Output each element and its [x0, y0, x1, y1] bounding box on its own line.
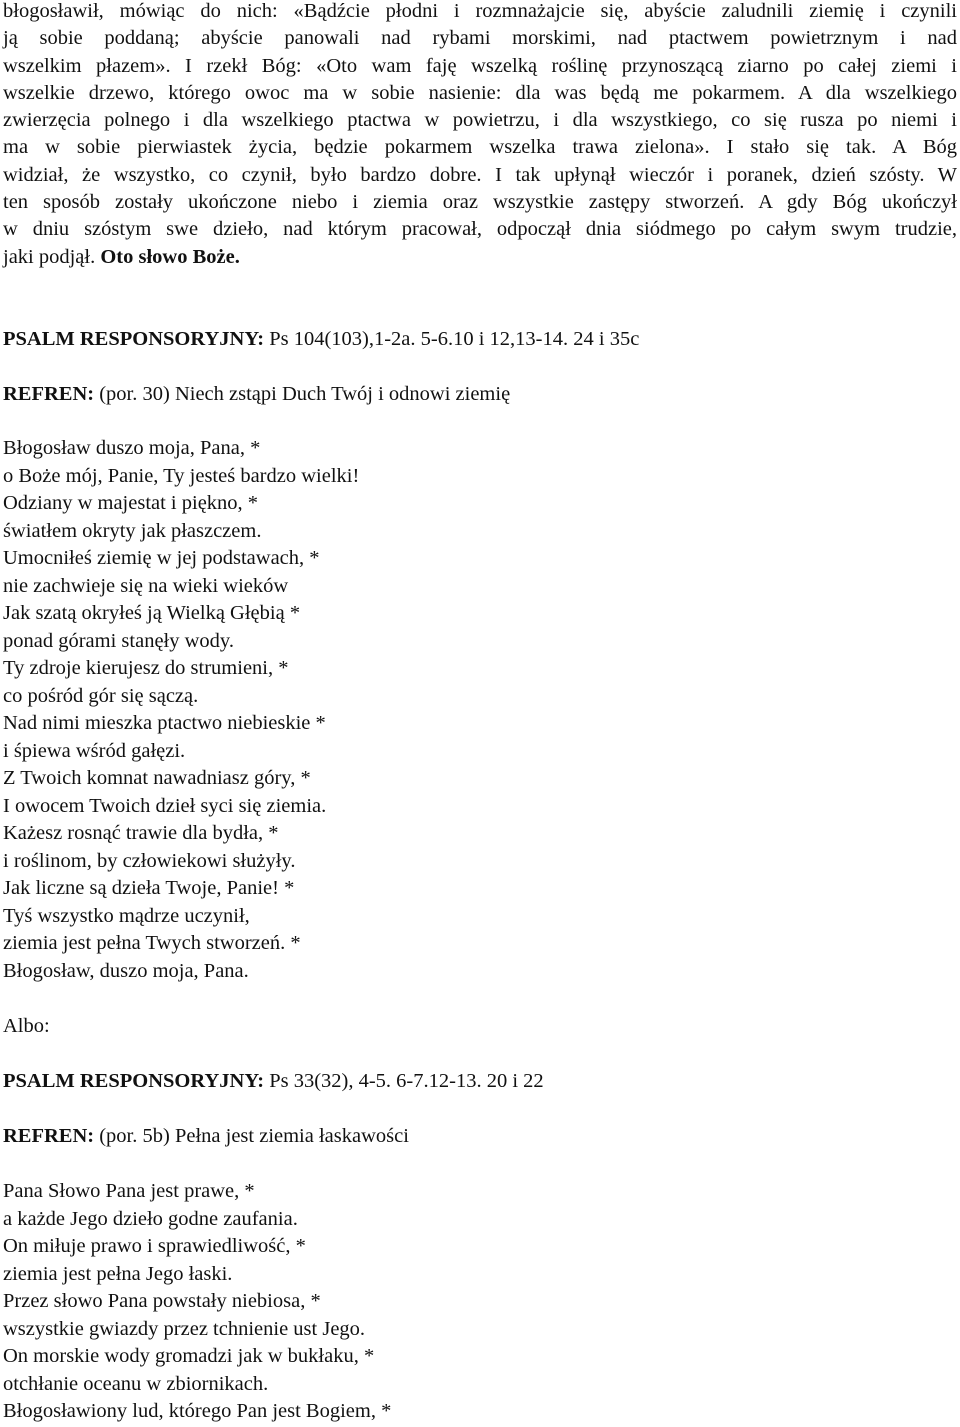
- reading-line-text: wszelkie drzewo, którego owoc ma w sobie nasienie: dla was będą me pokarmem. A dla wszelkiego: [3, 81, 957, 104]
- refren-label: REFREN:: [3, 1125, 95, 1147]
- closing-formula: Oto słowo Boże.: [100, 245, 240, 268]
- albo-text: Albo:: [3, 1015, 50, 1037]
- reading-line: [3, 244, 957, 271]
- psalm-verse-line: a każde Jego dzieło godne zaufania.: [3, 1207, 298, 1230]
- psalm-verse-line: Błogosław duszo moja, Pana, *: [3, 437, 261, 459]
- refren-text: (por. 30) Niech zstąpi Duch Twój i odnowi ziemię: [94, 383, 511, 405]
- psalm-verse-line: co pośród gór się sączą.: [3, 684, 199, 707]
- psalm-verse-line: i śpiewa wśród gałęzi.: [3, 739, 186, 762]
- psalm-verse-line: nie zachwieje się na wieki wieków: [3, 574, 289, 597]
- psalm-reference: Ps 104(103),1-2a. 5-6.10 i 12,13-14. 24 i 35c: [264, 328, 640, 350]
- psalm-verse-line: On miłuje prawo i sprawiedliwość, *: [3, 1235, 306, 1257]
- reading-line-text: ma w sobie pierwiastek życia, będzie pokarmem wszelka trawa zielona». I stało się tak. A Bóg: [3, 136, 957, 159]
- reading-line-text: ją sobie poddaną; abyście panowali nad rybami morskimi, nad ptactwem powietrznym i nad: [3, 27, 957, 50]
- psalm-verse-line: Tyś wszystko mądrze uczynił,: [3, 904, 250, 927]
- psalm-verse-line: Umocniłeś ziemię w jej podstawach, *: [3, 547, 320, 569]
- psalm-verse-line: Z Twoich komnat nawadniasz góry, *: [3, 767, 311, 789]
- psalm-verse-line: I owocem Twoich dzieł syci się ziemia.: [3, 794, 327, 817]
- reading-line: [3, 80, 957, 107]
- psalm-1-verses: [3, 435, 953, 985]
- reading-line: [3, 107, 957, 134]
- psalm-2-refren: [3, 1123, 953, 1151]
- reading-line-text: w dniu szóstym swe dzieło, nad którym pracował, odpoczął dnia siódmego po całym swym trudzie,: [3, 218, 957, 241]
- psalm-verse-line: On morskie wody gromadzi jak w bukłaku, *: [3, 1345, 375, 1367]
- reading-line-text: błogosławił, mówiąc do nich: «Bądźcie płodni i rozmnażajcie się, abyście zaludnili ziemię i czynili: [3, 0, 957, 22]
- psalm-1-header: [3, 326, 953, 354]
- reading-line: [3, 189, 957, 216]
- psalm-2-header: [3, 1068, 953, 1096]
- reading-line-text: zwierzęcia polnego i dla wszelkiego ptactwa w powietrzu, i dla wszystkiego, co się rusza po niemi i: [3, 109, 957, 132]
- psalm-label: PSALM RESPONSORYJNY:: [3, 328, 265, 350]
- reading-line-text: widział, że wszystko, co czynił, było bardzo dobre. I tak upłynął wieczór i poranek, dzień szósty. W: [3, 163, 957, 186]
- reading-line: [3, 216, 957, 243]
- psalm-verse-line: Odziany w majestat i piękno, *: [3, 492, 259, 514]
- psalm-reference: Ps 33(32), 4-5. 6-7.12-13. 20 i 22: [264, 1070, 544, 1092]
- psalm-verse-line: ziemia jest pełna Twych stworzeń. *: [3, 932, 301, 954]
- reading-line: [3, 0, 957, 25]
- psalm-verse-line: Nad nimi mieszka ptactwo niebieskie *: [3, 712, 326, 734]
- refren-text: (por. 5b) Pełna jest ziemia łaskawości: [94, 1125, 409, 1147]
- psalm-verse-line: światłem okryty jak płaszczem.: [3, 519, 262, 542]
- psalm-verse-line: Jak liczne są dzieła Twoje, Panie! *: [3, 877, 295, 899]
- psalm-verse-line: i roślinom, by człowiekowi służyły.: [3, 849, 296, 872]
- reading-line: [3, 53, 957, 80]
- reading-line-text: wszelkim płazem». I rzekł Bóg: «Oto wam faję wszelką roślinę przynoszącą ziarno po całej ziemi i: [3, 54, 957, 77]
- reading-line: [3, 25, 957, 52]
- psalm-verse-line: ponad górami stanęły wody.: [3, 629, 234, 652]
- psalm-verse-line: Błogosław, duszo moja, Pana.: [3, 959, 249, 982]
- reading-paragraph: [3, 0, 957, 271]
- psalm-1-refren: [3, 381, 953, 409]
- albo-label: [3, 1013, 953, 1041]
- psalm-verse-line: Ty zdroje kierujesz do strumieni, *: [3, 657, 289, 679]
- psalm-verse-line: Pana Słowo Pana jest prawe, *: [3, 1180, 255, 1202]
- psalm-label: PSALM RESPONSORYJNY:: [3, 1070, 265, 1092]
- psalm-verse-line: wszystkie gwiazdy przez tchnienie ust Jego.: [3, 1317, 366, 1340]
- psalm-2-verses: [3, 1178, 953, 1426]
- reading-line-text: jaki podjął.: [3, 245, 96, 268]
- psalm-verse-line: Błogosławiony lud, którego Pan jest Bogiem, *: [3, 1400, 392, 1422]
- refren-label: REFREN:: [3, 383, 95, 405]
- reading-line: [3, 162, 957, 189]
- psalm-verse-line: Jak szatą okryłeś ją Wielką Głębią *: [3, 602, 301, 624]
- psalm-verse-line: o Boże mój, Panie, Ty jesteś bardzo wielki!: [3, 464, 360, 487]
- psalm-verse-line: Przez słowo Pana powstały niebiosa, *: [3, 1290, 321, 1312]
- psalm-verse-line: Każesz rosnąć trawie dla bydła, *: [3, 822, 279, 844]
- psalm-verse-line: ziemia jest pełna Jego łaski.: [3, 1262, 233, 1285]
- psalm-verse-line: otchłanie oceanu w zbiornikach.: [3, 1372, 269, 1395]
- reading-line-text: ten sposób zostały ukończone niebo i ziemia oraz wszystkie zastępy stworzeń. A gdy Bóg ukończył: [3, 191, 957, 214]
- reading-line: [3, 134, 957, 161]
